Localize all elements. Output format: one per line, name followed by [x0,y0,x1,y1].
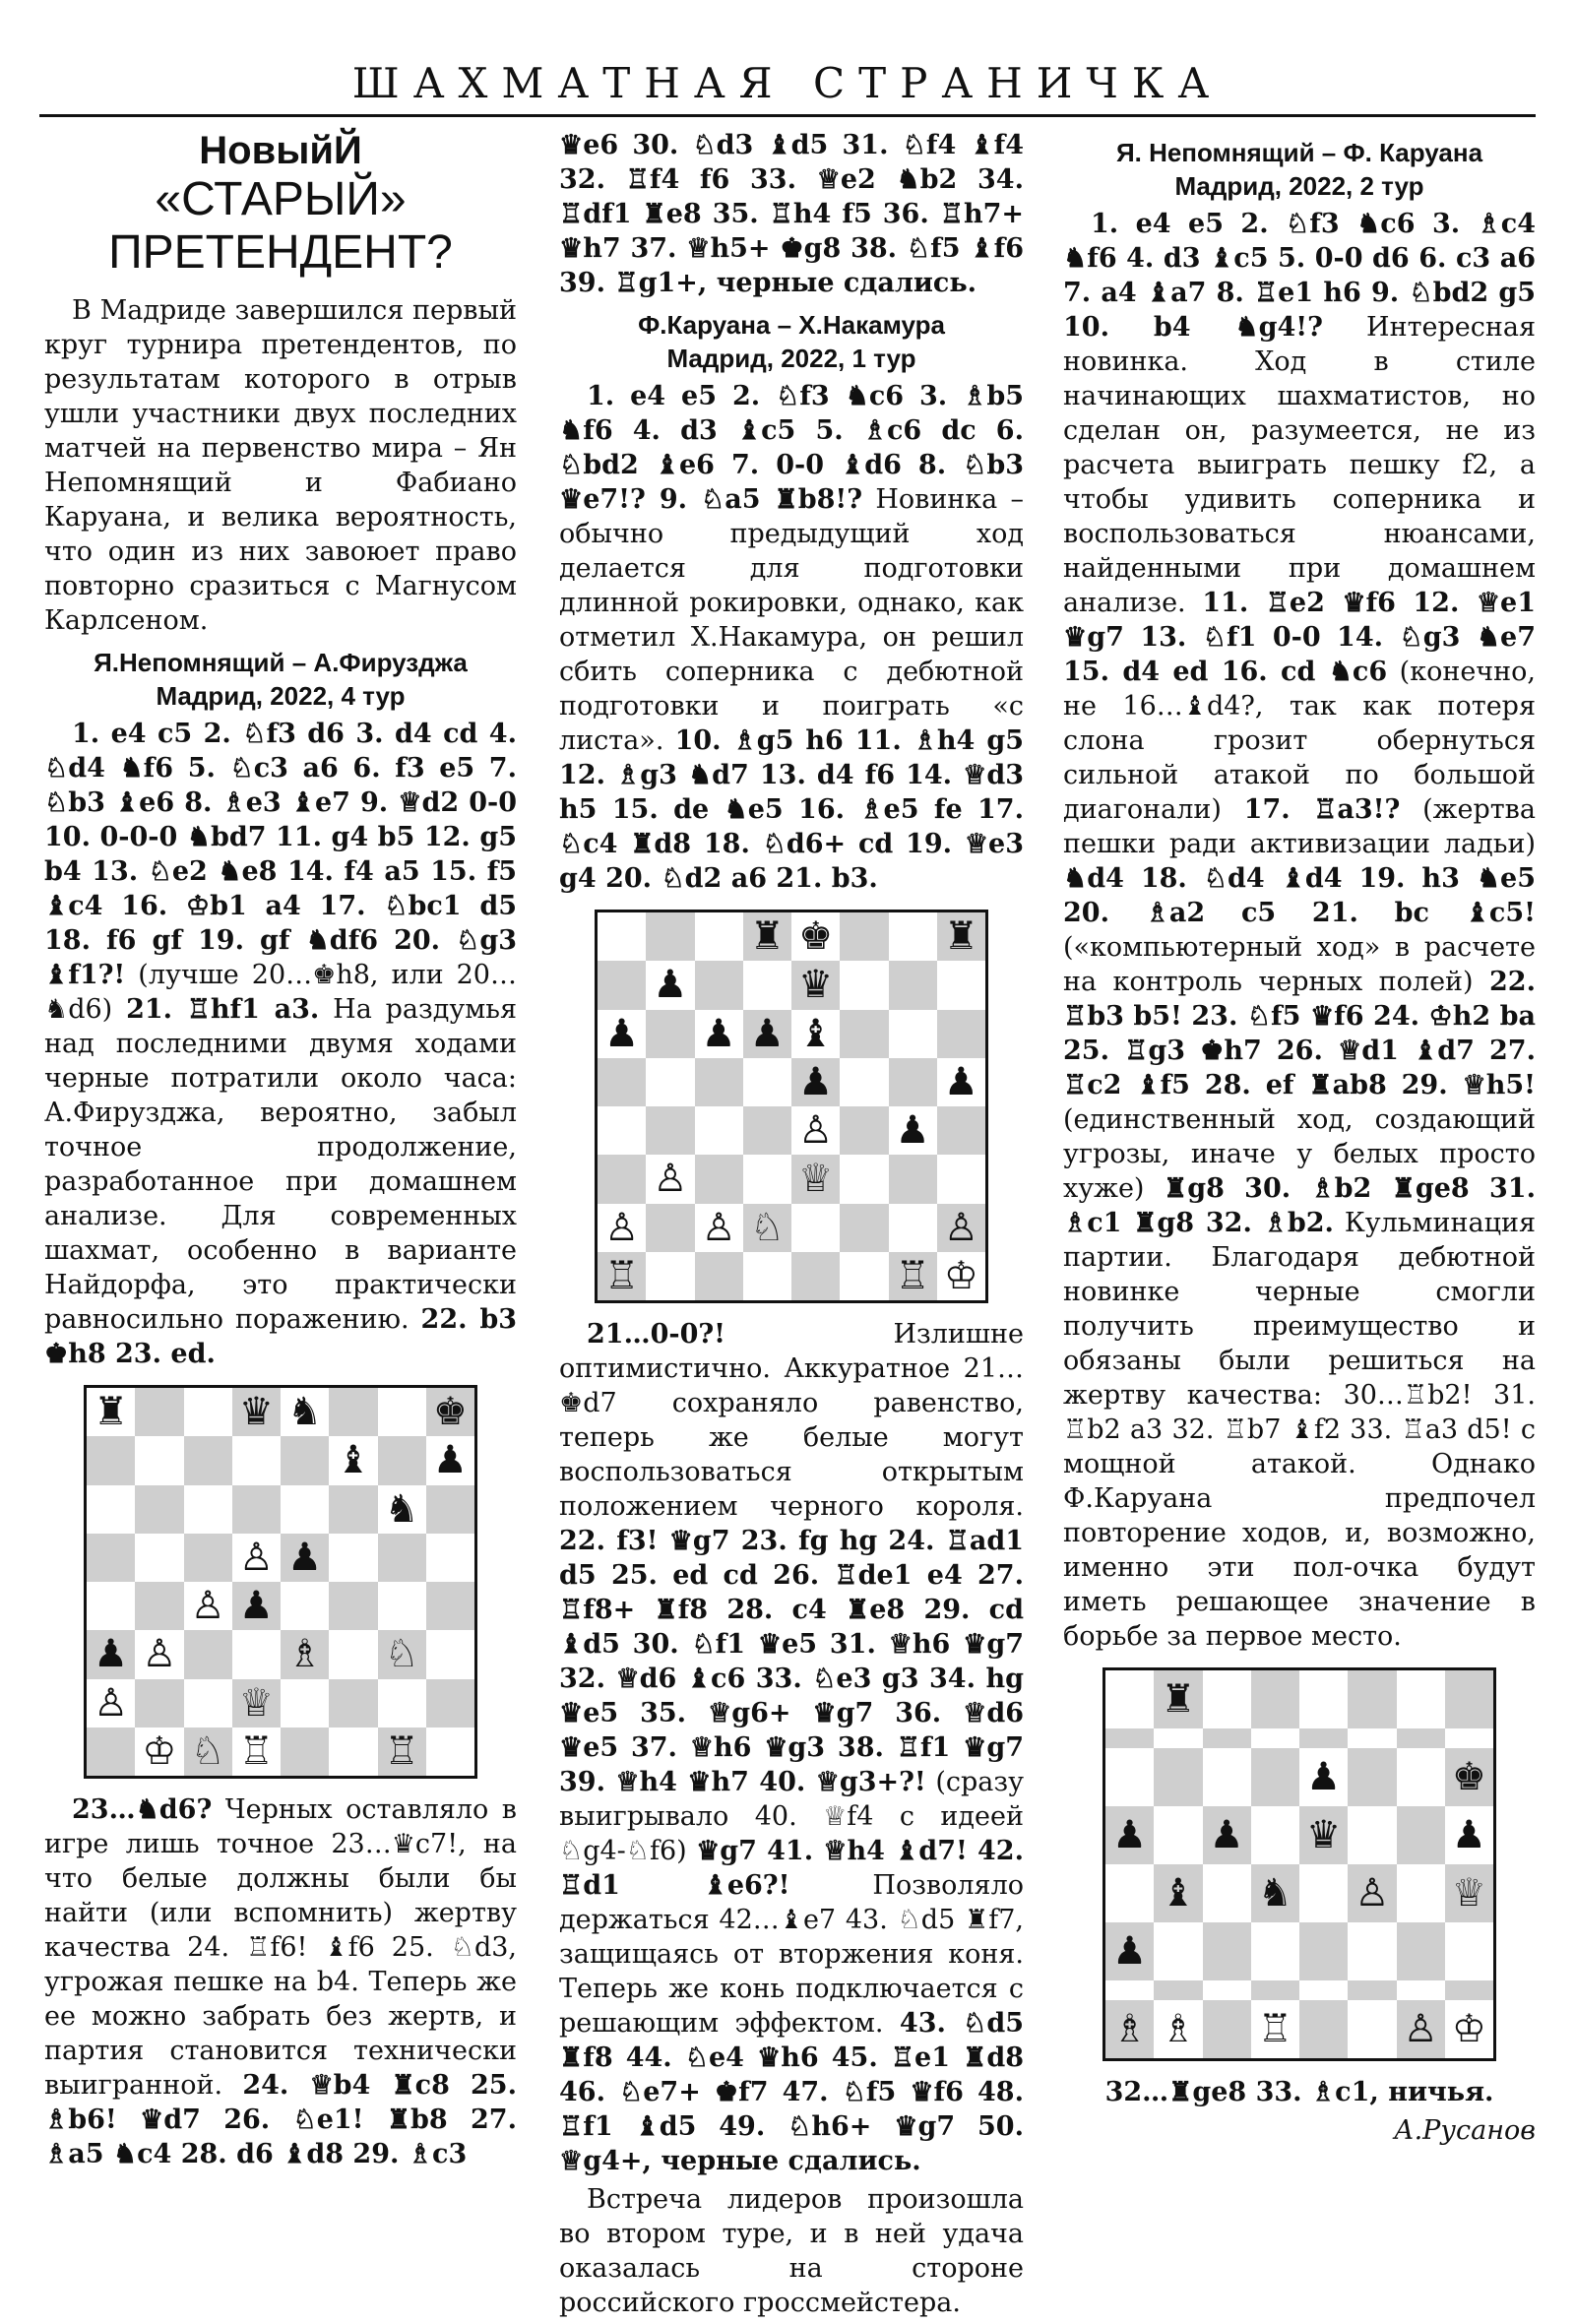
chess-piece: ♞ [378,1485,426,1534]
game3-moves-2: 11. ♖e2 ♛f6 12. ♕e1 ♛g7 13. ♘f1 0-0 14. ♘g3 ♞e7 15. d4 ed 16. cd ♞c6 [1063,588,1536,687]
chess-piece: ♞ [281,1388,329,1436]
title-line-1: НовыйЙ [199,129,362,172]
empty-square [840,1204,888,1252]
chess-piece: ♖ [889,1252,937,1300]
chess-piece: ♖ [1251,2000,1299,2058]
game3-body [1063,207,1536,1654]
chess-piece: ♕ [1445,1864,1493,1922]
empty-square [1105,1670,1154,1728]
game1-continuation [559,128,1024,300]
empty-square [598,961,646,1009]
game2-comment-2: Излишне оптимистично. Аккуратное 21…♚d7 сохраняло равенство, теперь же белые могут воспользоваться открытым положением черного короля. [559,1319,1024,1522]
empty-square [1348,1806,1396,1864]
empty-square [281,1436,329,1484]
empty-square [743,961,791,1009]
empty-square [232,1630,281,1678]
empty-square [646,912,694,961]
empty-square [426,1534,474,1582]
chess-piece: ♗ [281,1630,329,1678]
chess-piece: ♘ [184,1727,232,1776]
game1-moves-2: 21. ♖hf1 a3. [126,994,320,1025]
game2-moves-4: ♛g7 41. ♕h4 ♝d7! 42. ♖d1 ♝e6?! [559,1836,1024,1901]
chess-piece: ♜ [743,912,791,961]
empty-square [1397,1728,1445,1748]
game1-body [44,717,517,1371]
chess-piece: ♚ [791,912,840,961]
empty-square [1397,1670,1445,1728]
empty-square [1105,1980,1154,2000]
empty-square [1397,1748,1445,1806]
empty-square [646,1058,694,1106]
game1-moves-3: 22. b3 ♚h8 23. ed. [44,1304,517,1369]
chess-diagram-1 [84,1385,477,1779]
chess-piece: ♙ [135,1630,183,1678]
game3-comment-2: (конечно, не 16…♝d4?, так как потеря слона грозит обернуться сильной атакой по большой диагонали) [1063,657,1536,825]
empty-square [87,1534,135,1582]
chess-piece: ♘ [378,1630,426,1678]
chess-piece: ♟ [1105,1806,1154,1864]
game3-header [1063,136,1536,203]
empty-square [840,1010,888,1058]
game3-moves-4: ♞d4 18. ♘d4 ♝d4 19. h3 ♞e5 20. ♗a2 c5 21. bc ♝c5! [1063,863,1536,928]
empty-square [135,1534,183,1582]
empty-square [1445,1728,1493,1748]
empty-square [1445,1670,1493,1728]
empty-square [646,1204,694,1252]
column-1 [44,128,517,2175]
empty-square [889,1155,937,1203]
empty-square [378,1679,426,1727]
empty-square [1203,1922,1251,1980]
empty-square [87,1485,135,1534]
chess-piece: ♜ [87,1388,135,1436]
empty-square [87,1582,135,1630]
chess-piece: ♕ [791,1155,840,1203]
empty-square [889,1204,937,1252]
chess-piece: ♖ [378,1727,426,1776]
chess-piece: ♟ [1105,1922,1154,1980]
game1-body-2 [44,1792,517,2171]
game2-comment-4: Позволяло держаться 42…♝e7 43. ♘d5 ♜f7, защищаясь от вторжения коня. Теперь же конь подключается с решающим эффектом. [559,1870,1024,2039]
empty-square [1203,1748,1251,1806]
empty-square [281,1582,329,1630]
empty-square [135,1436,183,1484]
empty-square [1251,1922,1299,1980]
empty-square [184,1630,232,1678]
empty-square [232,1485,281,1534]
empty-square [1299,1670,1348,1728]
chess-piece: ♙ [184,1582,232,1630]
empty-square [426,1485,474,1534]
game3-comment-3: (жертва пешки ради активизации ладьи) [1063,794,1536,859]
chess-piece: ♕ [232,1679,281,1727]
empty-square [937,1155,985,1203]
game2-body-2 [559,1317,1024,2178]
chess-piece: ♙ [1348,1864,1396,1922]
empty-square [840,1252,888,1300]
empty-square [1154,1980,1202,2000]
game3-moves-1: 1. e4 e5 2. ♘f3 ♞c6 3. ♗c4 ♞f6 4. d3 ♝c5 5. 0-0 d6 6. c3 a6 7. a4 ♝a7 8. ♖e1 h6 9. ♘bd2 g5 10. b4 ♞g4!? [1063,209,1536,343]
empty-square [695,1058,743,1106]
empty-square [1397,1806,1445,1864]
empty-square [1299,1980,1348,2000]
chess-diagram-3 [1102,1667,1496,2061]
chess-piece: ♙ [1397,2000,1445,2058]
chess-piece: ♟ [1299,1748,1348,1806]
game1-players: Я.Непомнящий – А.Фирузджа [94,648,468,677]
empty-square [1203,1670,1251,1728]
empty-square [1445,1922,1493,1980]
empty-square [329,1388,377,1436]
empty-square [889,1010,937,1058]
column-2 [559,128,1024,2324]
empty-square [598,1106,646,1155]
chess-piece: ♖ [232,1727,281,1776]
empty-square [87,1727,135,1776]
empty-square [135,1388,183,1436]
article-title [44,128,517,280]
empty-square [87,1436,135,1484]
empty-square [1154,1728,1202,1748]
empty-square [695,961,743,1009]
game2-event: Мадрид, 2022, 1 тур [666,344,916,373]
empty-square [1348,1670,1396,1728]
empty-square [281,1485,329,1534]
empty-square [743,1106,791,1155]
game3-comment-5: (единственный ход, создающий угрозы, иначе у белых просто хуже) [1063,1104,1536,1204]
empty-square [646,1252,694,1300]
game2-moves-1: 1. e4 e5 2. ♘f3 ♞c6 3. ♗b5 ♞f6 4. d3 ♝c5 5. ♗c6 dc 6. ♘bd2 ♝e6 7. 0-0 ♝d6 8. ♘b3 ♛e7!? 9. ♘a5 ♜b8!? [559,381,1024,515]
empty-square [378,1582,426,1630]
chess-piece: ♗ [1154,2000,1202,2058]
chess-piece: ♙ [791,1106,840,1155]
empty-square [695,1106,743,1155]
empty-square [695,1155,743,1203]
empty-square [1105,1748,1154,1806]
chess-piece: ♙ [937,1204,985,1252]
chess-piece: ♟ [646,961,694,1009]
empty-square [1348,1748,1396,1806]
chess-piece: ♟ [232,1582,281,1630]
game2-comment-1: Новинка – обычно предыдущий ход делается для подготовки длинной рокировки, однако, как отметил Х.Накамура, он решил сбить соперника с дебютной подготовки и поиграть «с листа». [559,484,1024,756]
chess-piece: ♔ [1445,2000,1493,2058]
game2-diagram-moves: 21…0-0?! [587,1319,726,1350]
empty-square [1203,2000,1251,2058]
empty-square [1203,1864,1251,1922]
empty-square [695,912,743,961]
chess-piece: ♟ [426,1436,474,1484]
chess-piece: ♔ [937,1252,985,1300]
chess-piece: ♟ [87,1630,135,1678]
empty-square [1251,1670,1299,1728]
empty-square [426,1582,474,1630]
empty-square [1251,1806,1299,1864]
empty-square [1154,1922,1202,1980]
empty-square [937,1106,985,1155]
empty-square [1154,1806,1202,1864]
empty-square [281,1727,329,1776]
empty-square [184,1485,232,1534]
empty-square [1251,1980,1299,2000]
empty-square [743,1252,791,1300]
game3-moves-3: 17. ♖a3!? [1243,794,1401,825]
empty-square [232,1436,281,1484]
empty-square [329,1630,377,1678]
column-3 [1063,128,1536,2152]
chess-piece: ♚ [1445,1748,1493,1806]
empty-square [135,1485,183,1534]
empty-square [1105,1728,1154,1748]
empty-square [184,1534,232,1582]
empty-square [1299,1864,1348,1922]
empty-square [184,1436,232,1484]
empty-square [791,1204,840,1252]
empty-square [598,1155,646,1203]
game2-moves-3: 22. f3! ♛g7 23. fg hg 24. ♖ad1 d5 25. ed cd 26. ♖de1 e4 27. ♖f8+ ♜f8 28. c4 ♜e8 29. cd ♝d5 30. ♘f1 ♛e5 31. ♕h6 ♛g7 32. ♕d6 ♝c6 33. ♘e3 g3 34. hg ♛e5 35. ♕g6+ ♛g7 36. ♕d6 ♛e5 37. ♕h6 ♛g3 38. ♖f1 ♛g7 39. ♕h4 ♛h7 40. ♕g3+?! [559,1526,1024,1797]
empty-square [1348,2000,1396,2058]
empty-square [1348,1728,1396,1748]
chess-piece: ♟ [743,1010,791,1058]
empty-square [1154,1748,1202,1806]
chess-piece: ♜ [1154,1670,1202,1728]
empty-square [184,1388,232,1436]
empty-square [184,1679,232,1727]
empty-square [1348,1980,1396,2000]
empty-square [1299,1728,1348,1748]
game1-comment-2: На раздумья над последними двумя ходами черные потратили около часа: А.Фирузджа, вероятно, забыл точное продолжение, разработанное при домашнем анализе. Для современных шахмат, особенно в варианте Найдорфа, это практически равносильно поражению. [44,994,517,1335]
game2-comment-3: (сразу выигрывало 40. ♕f4 с идеей ♘g4-♘f6) [559,1767,1024,1866]
empty-square [1348,1922,1396,1980]
empty-square [281,1679,329,1727]
chess-piece: ♗ [1105,2000,1154,2058]
game3-event: Мадрид, 2022, 2 тур [1174,171,1424,201]
empty-square [1445,1980,1493,2000]
chess-piece: ♔ [135,1727,183,1776]
empty-square [743,1058,791,1106]
game1-event: Мадрид, 2022, 4 тур [156,681,406,711]
empty-square [378,1436,426,1484]
empty-square [329,1534,377,1582]
empty-square [378,1534,426,1582]
empty-square [426,1630,474,1678]
empty-square [1397,1922,1445,1980]
game2-moves-2: 10. ♗g5 h6 11. ♗h4 g5 12. ♗g3 ♞d7 13. d4 f6 14. ♕d3 h5 15. de ♞e5 16. ♗e5 fe 17. ♘c4 ♜d8 18. ♘d6+ cd 19. ♕e3 g4 20. ♘d2 a6 21. b3. [559,725,1024,894]
empty-square [1299,2000,1348,2058]
chess-piece: ♟ [695,1010,743,1058]
chess-piece: ♝ [329,1436,377,1484]
game1-moves-4: 24. ♕b4 ♜c8 25. ♗b6! ♛d7 26. ♘e1! ♜b8 27. ♗a5 ♞c4 28. d6 ♝d8 29. ♗c3 [44,2070,517,2169]
title-line-3: ПРЕТЕНДЕНТ? [108,226,453,279]
game3-players: Я. Непомнящий – Ф. Каруана [1115,138,1483,167]
chess-piece: ♝ [791,1010,840,1058]
chess-piece: ♙ [695,1204,743,1252]
chess-piece: ♙ [232,1534,281,1582]
chess-piece: ♛ [1299,1806,1348,1864]
chess-piece: ♘ [743,1204,791,1252]
game3-comment-6: Кульминация партии. Благодаря дебютной новинке черные смогли получить преимущество и обязаны были решиться на жертву качества: 30…♖b2! 31. ♖b2 a3 32. ♖b7 ♝f2 33. ♖a3 d5! с мощной атакой. Однако Ф.Каруана предпочел повторение ходов, и, возможно, именно эти пол-очка будут иметь решающее значение в борьбе за первое место. [1063,1208,1536,1652]
empty-square [937,1010,985,1058]
empty-square [329,1582,377,1630]
chess-piece: ♜ [937,912,985,961]
chess-piece: ♟ [889,1106,937,1155]
game2-outro: Встреча лидеров произошла во втором туре, и в ней удача оказалась на стороне российского гроссмейстера. [559,2184,1024,2318]
empty-square [889,912,937,961]
chess-piece: ♞ [1251,1864,1299,1922]
game2-players: Ф.Каруана – Х.Накамура [638,310,945,340]
empty-square [1203,1980,1251,2000]
chess-piece: ♟ [1203,1806,1251,1864]
chess-piece: ♛ [791,961,840,1009]
empty-square [646,1010,694,1058]
game1-header [44,646,517,713]
empty-square [840,912,888,961]
empty-square [889,1058,937,1106]
game1-diagram-moves: 23…♞d6? [72,1794,213,1825]
chess-piece: ♙ [598,1204,646,1252]
empty-square [598,912,646,961]
empty-square [1397,1864,1445,1922]
empty-square [840,1058,888,1106]
empty-square [1251,1728,1299,1748]
game1-moves-5: ♛e6 30. ♘d3 ♝d5 31. ♘f4 ♝f4 32. ♖f4 f6 33. ♕e2 ♞b2 34. ♖df1 ♜e8 35. ♖h4 f5 36. ♖h7+ ♛h7 37. ♕h5+ ♚g8 38. ♘f5 ♝f6 39. ♖g1+, черные сдались. [559,130,1024,298]
author-signature: А.Русанов [1394,2115,1536,2146]
empty-square [743,1155,791,1203]
empty-square [329,1727,377,1776]
chess-piece: ♙ [87,1679,135,1727]
game3-moves-5: 22. ♖b3 b5! 23. ♘f5 ♛f6 24. ♔h2 ba 25. ♖g3 ♚h7 26. ♕d1 ♝d7 27. ♖c2 ♝f5 28. ef ♜ab8 29. ♕h5! [1063,967,1536,1100]
empty-square [426,1679,474,1727]
empty-square [695,1252,743,1300]
chess-piece: ♙ [646,1155,694,1203]
chess-piece: ♟ [1445,1806,1493,1864]
game2-moves-5: 43. ♘d5 ♜f8 44. ♘e4 ♛h6 45. ♖e1 ♜d8 46. ♘e7+ ♚f7 47. ♘f5 ♛f6 48. ♖f1 ♝d5 49. ♘h6+ ♛g7 50. ♕g4+, черные сдались. [559,2008,1024,2176]
chess-diagram-2 [595,910,988,1303]
empty-square [135,1582,183,1630]
empty-square [1251,1748,1299,1806]
empty-square [840,1106,888,1155]
empty-square [329,1679,377,1727]
chess-piece: ♟ [791,1058,840,1106]
game2-body [559,379,1024,896]
intro-paragraph: В Мадриде завершился первый круг турнира претендентов, по результатам которого в отрыв ушли участники двух последних матчей на первенство мира – Ян Непомнящий и Фабиано Каруана, и велика вероятность, что один из них завоюет право повторно сразиться с Магнусом Карлсеном. [44,295,517,636]
chess-piece: ♟ [598,1010,646,1058]
chess-piece: ♖ [598,1252,646,1300]
empty-square [426,1727,474,1776]
chess-piece: ♚ [426,1388,474,1436]
empty-square [1203,1728,1251,1748]
empty-square [598,1058,646,1106]
empty-square [937,961,985,1009]
game1-comment-3: Черных оставляло в игре лишь точное 23…♛c7!, на что белые должны были бы найти (или вспомнить) жертву качества 24. ♖f6! ♝f6 25. ♘d3, угрожая пешке на b4. Теперь же ее можно забрать без жертв, и партия становится технически выигранной. [44,1794,517,2101]
empty-square [889,961,937,1009]
empty-square [1397,1980,1445,2000]
empty-square [329,1485,377,1534]
game2-header [559,308,1024,375]
empty-square [135,1679,183,1727]
game3-moves-6: ♜g8 30. ♗b2 ♜ge8 31. ♗c1 ♜g8 32. ♗b2. [1063,1173,1536,1238]
title-line-2: «СТАРЫЙ» [155,173,407,225]
empty-square [1299,1922,1348,1980]
empty-square [646,1106,694,1155]
chess-piece: ♟ [281,1534,329,1582]
game1-moves-1: 1. e4 c5 2. ♘f3 d6 3. d4 cd 4. ♘d4 ♞f6 5. ♘c3 a6 6. f3 e5 7. ♘b3 ♝e6 8. ♗e3 ♝e7 9. ♕d2 0-0 10. 0-0-0 ♞bd7 11. g4 b5 12. g5 b4 13. ♘e2 ♞e8 14. f4 a5 15. f5 ♝c4 16. ♔b1 a4 17. ♘bc1 d5 18. f6 gf 19. gf ♞df6 20. ♘g3 ♝f1?! [44,719,517,990]
game3-comment-4: («компьютерный ход» в расчете на контроль черных полей) [1063,932,1536,997]
empty-square [840,961,888,1009]
empty-square [791,1252,840,1300]
empty-square [378,1388,426,1436]
empty-square [840,1155,888,1203]
chess-piece: ♟ [937,1058,985,1106]
game3-comment-1: Интересная новинка. Ход в стиле начинающих шахматистов, но сделан он, разумеется, не из расчета выиграть пешку f2, а чтобы удивить соперника и воспользоваться нюансами, найденными при домашнем анализе. [1063,312,1536,618]
chess-piece: ♛ [232,1388,281,1436]
empty-square [1105,1864,1154,1922]
chess-piece: ♝ [1154,1864,1202,1922]
game1-comment-1: (лучше 20…♚h8, или 20…♞d6) [44,960,517,1025]
header-rule [39,114,1536,117]
game3-final: 32…♜ge8 33. ♗c1, ничья. [1104,2077,1494,2107]
page-header: ШАХМАТНАЯ СТРАНИЧКА [351,59,1224,107]
